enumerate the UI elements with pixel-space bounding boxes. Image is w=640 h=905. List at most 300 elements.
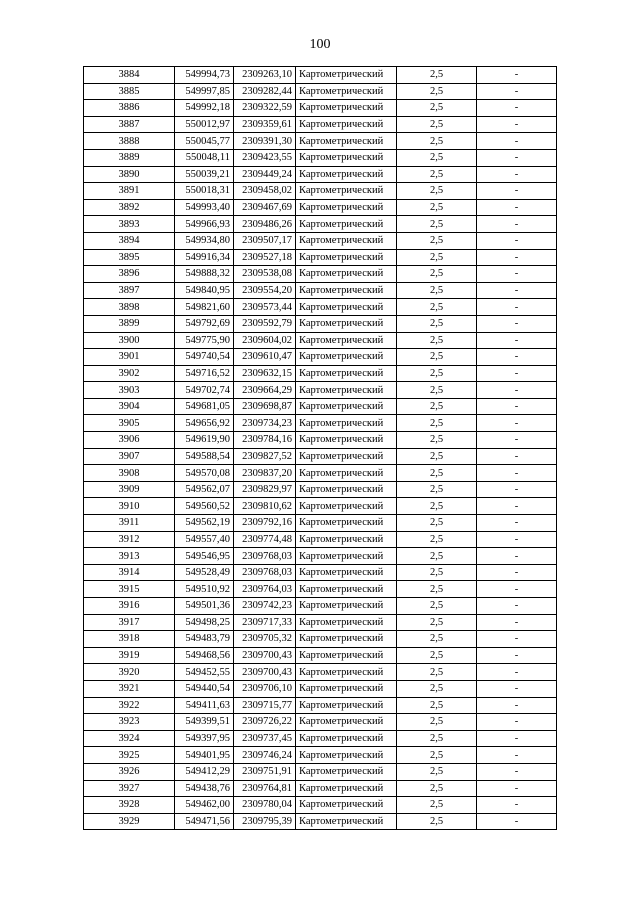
accuracy-cell: 2,5 <box>397 315 477 332</box>
accuracy-cell: 2,5 <box>397 266 477 283</box>
x-coordinate-cell: 549916,34 <box>175 249 234 266</box>
table-row <box>84 365 557 382</box>
point-number-cell: 3914 <box>84 564 175 581</box>
accuracy-cell: 2,5 <box>397 763 477 780</box>
note-cell: - <box>477 647 557 664</box>
x-coordinate-cell: 549993,40 <box>175 199 234 216</box>
point-number-cell: 3920 <box>84 664 175 681</box>
accuracy-cell: 2,5 <box>397 564 477 581</box>
note-cell: - <box>477 299 557 316</box>
y-coordinate-cell: 2309706,10 <box>234 680 296 697</box>
accuracy-cell: 2,5 <box>397 349 477 366</box>
y-coordinate-cell: 2309467,69 <box>234 199 296 216</box>
method-cell: Картометрический <box>296 315 397 332</box>
table-row <box>84 481 557 498</box>
y-coordinate-cell: 2309764,03 <box>234 581 296 598</box>
point-number-cell: 3905 <box>84 415 175 432</box>
table-row <box>84 349 557 366</box>
x-coordinate-cell: 550039,21 <box>175 166 234 183</box>
point-number-cell: 3924 <box>84 730 175 747</box>
point-number-cell: 3892 <box>84 199 175 216</box>
table-row <box>84 232 557 249</box>
note-cell: - <box>477 531 557 548</box>
x-coordinate-cell: 549716,52 <box>175 365 234 382</box>
table-row <box>84 730 557 747</box>
table-row <box>84 680 557 697</box>
table-row <box>84 647 557 664</box>
x-coordinate-cell: 549840,95 <box>175 282 234 299</box>
accuracy-cell: 2,5 <box>397 780 477 797</box>
point-number-cell: 3899 <box>84 315 175 332</box>
method-cell: Картометрический <box>296 581 397 598</box>
x-coordinate-cell: 549411,63 <box>175 697 234 714</box>
table-row <box>84 149 557 166</box>
point-number-cell: 3906 <box>84 432 175 449</box>
x-coordinate-cell: 549468,56 <box>175 647 234 664</box>
point-number-cell: 3896 <box>84 266 175 283</box>
method-cell: Картометрический <box>296 498 397 515</box>
accuracy-cell: 2,5 <box>397 415 477 432</box>
note-cell: - <box>477 481 557 498</box>
y-coordinate-cell: 2309837,20 <box>234 465 296 482</box>
method-cell: Картометрический <box>296 183 397 200</box>
x-coordinate-cell: 549821,60 <box>175 299 234 316</box>
point-number-cell: 3915 <box>84 581 175 598</box>
y-coordinate-cell: 2309774,48 <box>234 531 296 548</box>
table-row <box>84 249 557 266</box>
y-coordinate-cell: 2309700,43 <box>234 647 296 664</box>
x-coordinate-cell: 549702,74 <box>175 382 234 399</box>
method-cell: Картометрический <box>296 216 397 233</box>
method-cell: Картометрический <box>296 166 397 183</box>
table-row <box>84 216 557 233</box>
note-cell: - <box>477 100 557 117</box>
note-cell: - <box>477 282 557 299</box>
x-coordinate-cell: 549452,55 <box>175 664 234 681</box>
y-coordinate-cell: 2309359,61 <box>234 116 296 133</box>
method-cell: Картометрический <box>296 282 397 299</box>
note-cell: - <box>477 714 557 731</box>
point-number-cell: 3889 <box>84 149 175 166</box>
accuracy-cell: 2,5 <box>397 515 477 532</box>
method-cell: Картометрический <box>296 680 397 697</box>
note-cell: - <box>477 133 557 150</box>
table-row <box>84 332 557 349</box>
y-coordinate-cell: 2309592,79 <box>234 315 296 332</box>
note-cell: - <box>477 448 557 465</box>
accuracy-cell: 2,5 <box>397 448 477 465</box>
note-cell: - <box>477 249 557 266</box>
method-cell: Картометрический <box>296 116 397 133</box>
x-coordinate-cell: 549997,85 <box>175 83 234 100</box>
table-row <box>84 116 557 133</box>
y-coordinate-cell: 2309282,44 <box>234 83 296 100</box>
coordinates-table <box>83 66 557 830</box>
point-number-cell: 3911 <box>84 515 175 532</box>
table-row <box>84 797 557 814</box>
accuracy-cell: 2,5 <box>397 465 477 482</box>
table-row <box>84 183 557 200</box>
note-cell: - <box>477 199 557 216</box>
method-cell: Картометрический <box>296 614 397 631</box>
x-coordinate-cell: 549483,79 <box>175 631 234 648</box>
note-cell: - <box>477 266 557 283</box>
accuracy-cell: 2,5 <box>397 498 477 515</box>
method-cell: Картометрический <box>296 349 397 366</box>
method-cell: Картометрический <box>296 465 397 482</box>
x-coordinate-cell: 549438,76 <box>175 780 234 797</box>
table-row <box>84 564 557 581</box>
note-cell: - <box>477 780 557 797</box>
note-cell: - <box>477 183 557 200</box>
x-coordinate-cell: 549619,90 <box>175 432 234 449</box>
point-number-cell: 3891 <box>84 183 175 200</box>
table-row <box>84 415 557 432</box>
point-number-cell: 3912 <box>84 531 175 548</box>
x-coordinate-cell: 549994,73 <box>175 67 234 84</box>
note-cell: - <box>477 166 557 183</box>
point-number-cell: 3887 <box>84 116 175 133</box>
note-cell: - <box>477 515 557 532</box>
note-cell: - <box>477 564 557 581</box>
x-coordinate-cell: 549740,54 <box>175 349 234 366</box>
point-number-cell: 3902 <box>84 365 175 382</box>
point-number-cell: 3890 <box>84 166 175 183</box>
x-coordinate-cell: 550045,77 <box>175 133 234 150</box>
point-number-cell: 3913 <box>84 548 175 565</box>
method-cell: Картометрический <box>296 631 397 648</box>
note-cell: - <box>477 813 557 830</box>
note-cell: - <box>477 332 557 349</box>
method-cell: Картометрический <box>296 481 397 498</box>
method-cell: Картометрический <box>296 232 397 249</box>
accuracy-cell: 2,5 <box>397 697 477 714</box>
method-cell: Картометрический <box>296 598 397 615</box>
accuracy-cell: 2,5 <box>397 183 477 200</box>
table-row <box>84 780 557 797</box>
note-cell: - <box>477 747 557 764</box>
method-cell: Картометрический <box>296 67 397 84</box>
method-cell: Картометрический <box>296 747 397 764</box>
y-coordinate-cell: 2309700,43 <box>234 664 296 681</box>
y-coordinate-cell: 2309734,23 <box>234 415 296 432</box>
accuracy-cell: 2,5 <box>397 332 477 349</box>
point-number-cell: 3927 <box>84 780 175 797</box>
note-cell: - <box>477 498 557 515</box>
point-number-cell: 3888 <box>84 133 175 150</box>
table-row <box>84 133 557 150</box>
table-row <box>84 299 557 316</box>
method-cell: Картометрический <box>296 515 397 532</box>
note-cell: - <box>477 349 557 366</box>
y-coordinate-cell: 2309768,03 <box>234 548 296 565</box>
accuracy-cell: 2,5 <box>397 133 477 150</box>
table-row <box>84 100 557 117</box>
x-coordinate-cell: 549588,54 <box>175 448 234 465</box>
x-coordinate-cell: 550018,31 <box>175 183 234 200</box>
accuracy-cell: 2,5 <box>397 664 477 681</box>
accuracy-cell: 2,5 <box>397 398 477 415</box>
x-coordinate-cell: 549399,51 <box>175 714 234 731</box>
method-cell: Картометрический <box>296 199 397 216</box>
note-cell: - <box>477 465 557 482</box>
y-coordinate-cell: 2309742,23 <box>234 598 296 615</box>
point-number-cell: 3893 <box>84 216 175 233</box>
note-cell: - <box>477 763 557 780</box>
point-number-cell: 3926 <box>84 763 175 780</box>
table-row <box>84 515 557 532</box>
table-row <box>84 548 557 565</box>
x-coordinate-cell: 549934,80 <box>175 232 234 249</box>
point-number-cell: 3923 <box>84 714 175 731</box>
x-coordinate-cell: 550012,97 <box>175 116 234 133</box>
x-coordinate-cell: 549471,56 <box>175 813 234 830</box>
point-number-cell: 3907 <box>84 448 175 465</box>
note-cell: - <box>477 67 557 84</box>
accuracy-cell: 2,5 <box>397 432 477 449</box>
table-row <box>84 631 557 648</box>
accuracy-cell: 2,5 <box>397 548 477 565</box>
point-number-cell: 3910 <box>84 498 175 515</box>
point-number-cell: 3916 <box>84 598 175 615</box>
x-coordinate-cell: 549792,69 <box>175 315 234 332</box>
method-cell: Картометрический <box>296 100 397 117</box>
note-cell: - <box>477 631 557 648</box>
y-coordinate-cell: 2309737,45 <box>234 730 296 747</box>
table-row <box>84 697 557 714</box>
method-cell: Картометрический <box>296 797 397 814</box>
table-row <box>84 498 557 515</box>
y-coordinate-cell: 2309768,03 <box>234 564 296 581</box>
y-coordinate-cell: 2309792,16 <box>234 515 296 532</box>
method-cell: Картометрический <box>296 299 397 316</box>
method-cell: Картометрический <box>296 432 397 449</box>
y-coordinate-cell: 2309507,17 <box>234 232 296 249</box>
table-row <box>84 813 557 830</box>
y-coordinate-cell: 2309263,10 <box>234 67 296 84</box>
y-coordinate-cell: 2309726,22 <box>234 714 296 731</box>
point-number-cell: 3918 <box>84 631 175 648</box>
accuracy-cell: 2,5 <box>397 680 477 697</box>
point-number-cell: 3897 <box>84 282 175 299</box>
accuracy-cell: 2,5 <box>397 531 477 548</box>
note-cell: - <box>477 697 557 714</box>
y-coordinate-cell: 2309527,18 <box>234 249 296 266</box>
accuracy-cell: 2,5 <box>397 166 477 183</box>
point-number-cell: 3929 <box>84 813 175 830</box>
y-coordinate-cell: 2309458,02 <box>234 183 296 200</box>
x-coordinate-cell: 549528,49 <box>175 564 234 581</box>
table-row <box>84 166 557 183</box>
table-row <box>84 465 557 482</box>
point-number-cell: 3901 <box>84 349 175 366</box>
method-cell: Картометрический <box>296 730 397 747</box>
accuracy-cell: 2,5 <box>397 581 477 598</box>
accuracy-cell: 2,5 <box>397 747 477 764</box>
accuracy-cell: 2,5 <box>397 67 477 84</box>
accuracy-cell: 2,5 <box>397 730 477 747</box>
method-cell: Картометрический <box>296 249 397 266</box>
table-row <box>84 531 557 548</box>
accuracy-cell: 2,5 <box>397 813 477 830</box>
point-number-cell: 3904 <box>84 398 175 415</box>
note-cell: - <box>477 315 557 332</box>
point-number-cell: 3909 <box>84 481 175 498</box>
accuracy-cell: 2,5 <box>397 647 477 664</box>
note-cell: - <box>477 382 557 399</box>
x-coordinate-cell: 549656,92 <box>175 415 234 432</box>
accuracy-cell: 2,5 <box>397 631 477 648</box>
table-row <box>84 199 557 216</box>
y-coordinate-cell: 2309810,62 <box>234 498 296 515</box>
method-cell: Картометрический <box>296 415 397 432</box>
accuracy-cell: 2,5 <box>397 199 477 216</box>
x-coordinate-cell: 549412,29 <box>175 763 234 780</box>
x-coordinate-cell: 549557,40 <box>175 531 234 548</box>
y-coordinate-cell: 2309322,59 <box>234 100 296 117</box>
note-cell: - <box>477 83 557 100</box>
table-row <box>84 598 557 615</box>
table-row <box>84 382 557 399</box>
x-coordinate-cell: 549775,90 <box>175 332 234 349</box>
accuracy-cell: 2,5 <box>397 714 477 731</box>
note-cell: - <box>477 548 557 565</box>
method-cell: Картометрический <box>296 548 397 565</box>
note-cell: - <box>477 614 557 631</box>
table-row <box>84 282 557 299</box>
y-coordinate-cell: 2309705,32 <box>234 631 296 648</box>
table-row <box>84 581 557 598</box>
method-cell: Картометрический <box>296 365 397 382</box>
y-coordinate-cell: 2309784,16 <box>234 432 296 449</box>
point-number-cell: 3908 <box>84 465 175 482</box>
point-number-cell: 3919 <box>84 647 175 664</box>
method-cell: Картометрический <box>296 149 397 166</box>
y-coordinate-cell: 2309610,47 <box>234 349 296 366</box>
accuracy-cell: 2,5 <box>397 365 477 382</box>
point-number-cell: 3922 <box>84 697 175 714</box>
method-cell: Картометрический <box>296 714 397 731</box>
table-row <box>84 614 557 631</box>
point-number-cell: 3921 <box>84 680 175 697</box>
point-number-cell: 3900 <box>84 332 175 349</box>
y-coordinate-cell: 2309829,97 <box>234 481 296 498</box>
method-cell: Картометрический <box>296 780 397 797</box>
y-coordinate-cell: 2309554,20 <box>234 282 296 299</box>
y-coordinate-cell: 2309715,77 <box>234 697 296 714</box>
note-cell: - <box>477 598 557 615</box>
point-number-cell: 3884 <box>84 67 175 84</box>
note-cell: - <box>477 216 557 233</box>
x-coordinate-cell: 549966,93 <box>175 216 234 233</box>
x-coordinate-cell: 549888,32 <box>175 266 234 283</box>
x-coordinate-cell: 549498,25 <box>175 614 234 631</box>
note-cell: - <box>477 232 557 249</box>
note-cell: - <box>477 797 557 814</box>
method-cell: Картометрический <box>296 266 397 283</box>
accuracy-cell: 2,5 <box>397 614 477 631</box>
x-coordinate-cell: 549510,92 <box>175 581 234 598</box>
table-row <box>84 266 557 283</box>
point-number-cell: 3886 <box>84 100 175 117</box>
table-row <box>84 315 557 332</box>
y-coordinate-cell: 2309573,44 <box>234 299 296 316</box>
note-cell: - <box>477 680 557 697</box>
method-cell: Картометрический <box>296 647 397 664</box>
accuracy-cell: 2,5 <box>397 249 477 266</box>
table-row <box>84 763 557 780</box>
method-cell: Картометрический <box>296 697 397 714</box>
x-coordinate-cell: 549401,95 <box>175 747 234 764</box>
point-number-cell: 3903 <box>84 382 175 399</box>
note-cell: - <box>477 432 557 449</box>
method-cell: Картометрический <box>296 813 397 830</box>
y-coordinate-cell: 2309486,26 <box>234 216 296 233</box>
y-coordinate-cell: 2309632,15 <box>234 365 296 382</box>
method-cell: Картометрический <box>296 763 397 780</box>
y-coordinate-cell: 2309795,39 <box>234 813 296 830</box>
point-number-cell: 3928 <box>84 797 175 814</box>
point-number-cell: 3925 <box>84 747 175 764</box>
method-cell: Картометрический <box>296 564 397 581</box>
method-cell: Картометрический <box>296 382 397 399</box>
x-coordinate-cell: 549546,95 <box>175 548 234 565</box>
table-row <box>84 398 557 415</box>
x-coordinate-cell: 550048,11 <box>175 149 234 166</box>
table-row <box>84 747 557 764</box>
y-coordinate-cell: 2309698,87 <box>234 398 296 415</box>
method-cell: Картометрический <box>296 332 397 349</box>
y-coordinate-cell: 2309449,24 <box>234 166 296 183</box>
method-cell: Картометрический <box>296 531 397 548</box>
x-coordinate-cell: 549560,52 <box>175 498 234 515</box>
y-coordinate-cell: 2309827,52 <box>234 448 296 465</box>
method-cell: Картометрический <box>296 448 397 465</box>
x-coordinate-cell: 549681,05 <box>175 398 234 415</box>
accuracy-cell: 2,5 <box>397 83 477 100</box>
note-cell: - <box>477 398 557 415</box>
table-row <box>84 67 557 84</box>
accuracy-cell: 2,5 <box>397 149 477 166</box>
note-cell: - <box>477 116 557 133</box>
y-coordinate-cell: 2309717,33 <box>234 614 296 631</box>
accuracy-cell: 2,5 <box>397 216 477 233</box>
note-cell: - <box>477 664 557 681</box>
x-coordinate-cell: 549462,00 <box>175 797 234 814</box>
x-coordinate-cell: 549397,95 <box>175 730 234 747</box>
accuracy-cell: 2,5 <box>397 797 477 814</box>
x-coordinate-cell: 549440,54 <box>175 680 234 697</box>
x-coordinate-cell: 549570,08 <box>175 465 234 482</box>
y-coordinate-cell: 2309538,08 <box>234 266 296 283</box>
method-cell: Картометрический <box>296 133 397 150</box>
point-number-cell: 3898 <box>84 299 175 316</box>
table-row <box>84 664 557 681</box>
y-coordinate-cell: 2309391,30 <box>234 133 296 150</box>
method-cell: Картометрический <box>296 83 397 100</box>
y-coordinate-cell: 2309780,04 <box>234 797 296 814</box>
point-number-cell: 3917 <box>84 614 175 631</box>
accuracy-cell: 2,5 <box>397 232 477 249</box>
note-cell: - <box>477 415 557 432</box>
accuracy-cell: 2,5 <box>397 116 477 133</box>
note-cell: - <box>477 581 557 598</box>
y-coordinate-cell: 2309764,81 <box>234 780 296 797</box>
y-coordinate-cell: 2309746,24 <box>234 747 296 764</box>
point-number-cell: 3885 <box>84 83 175 100</box>
x-coordinate-cell: 549562,07 <box>175 481 234 498</box>
accuracy-cell: 2,5 <box>397 598 477 615</box>
